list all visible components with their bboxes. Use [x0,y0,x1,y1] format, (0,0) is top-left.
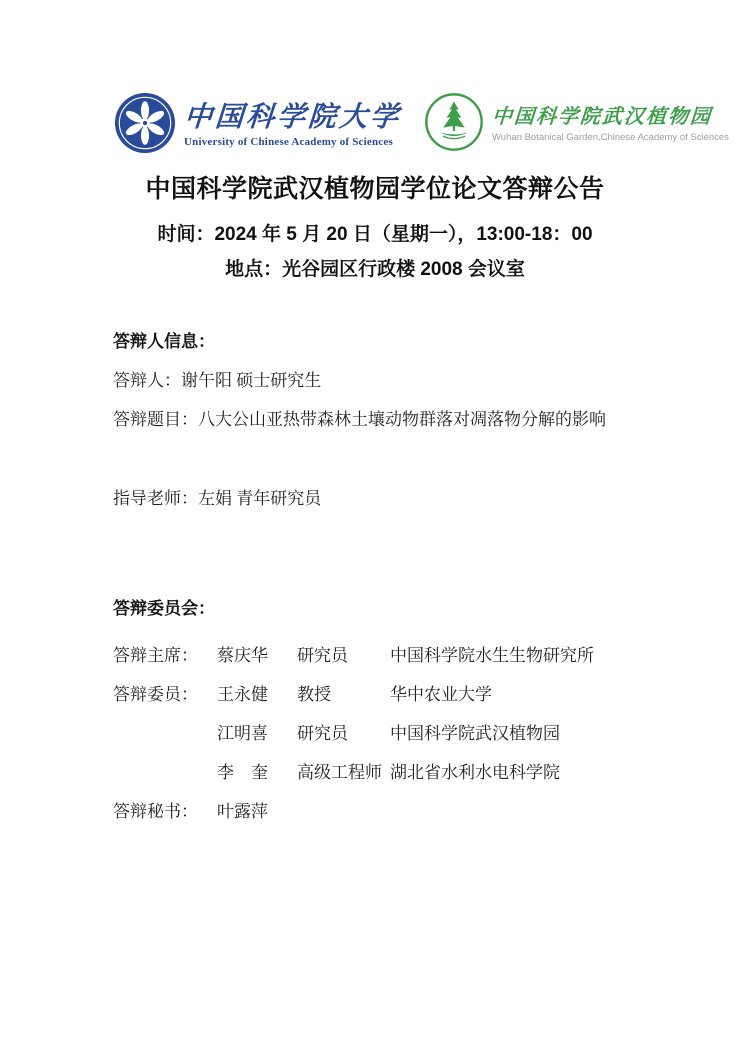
ucas-name-zh: 中国科学院大学 [182,101,403,133]
committee-member-name: 王永健 [217,685,268,704]
committee-member-org: 湖北省水利水电科学院 [390,763,560,782]
ucas-name-en: University of Chinese Academy of Sciences [184,135,393,148]
ucas-logo [114,92,401,159]
ucas-emblem-icon [114,92,176,159]
committee-member-name: 江明喜 [217,724,268,743]
wbg-emblem-icon [424,92,484,157]
committee-member-org: 中国科学院水生生物研究所 [390,646,594,665]
header-logos [0,90,750,168]
committee-member-title: 高级工程师 [297,763,382,782]
committee-member-title: 研究员 [297,724,348,743]
committee-member-title: 教授 [297,685,331,704]
committee-row-member [113,712,643,751]
advisor-line: 指导老师：左娟 青年研究员 [113,489,322,508]
defense-time-line: 时间：2024 年 5 月 20 日（星期一），13:00-18：00 [157,224,593,245]
wbg-name-zh: 中国科学院武汉植物园 [491,106,713,128]
committee-section-heading: 答辩委员会： [113,599,215,618]
committee-member-org: 华中农业大学 [390,685,492,704]
committee-member-name: 蔡庆华 [217,646,268,665]
defense-location-line: 地点：光谷园区行政楼 2008 会议室 [225,259,525,280]
committee-table [113,634,643,829]
committee-member-title: 研究员 [297,646,348,665]
committee-row-member [113,673,643,712]
committee-role: 答辩主席： [113,646,198,665]
wbg-logo [424,92,729,157]
committee-row-secretary [113,790,643,829]
committee-role: 答辩委员： [113,685,198,704]
wbg-name-en: Wuhan Botanical Garden,Chinese Academy of Sciences [492,132,729,143]
committee-member-name: 叶露萍 [217,802,268,821]
defense-topic-line: 答辩题目：八大公山亚热带森林土壤动物群落对凋落物分解的影响 [113,410,606,429]
committee-row-chair [113,634,643,673]
committee-role: 答辩秘书： [113,802,198,821]
committee-member-name: 李 奎 [217,763,268,782]
committee-member-org: 中国科学院武汉植物园 [390,724,560,743]
candidate-section-heading: 答辩人信息： [113,332,215,351]
candidate-name-line: 答辩人：谢午阳 硕士研究生 [113,371,322,390]
committee-row-member [113,751,643,790]
page-title: 中国科学院武汉植物园学位论文答辩公告 [145,175,605,203]
